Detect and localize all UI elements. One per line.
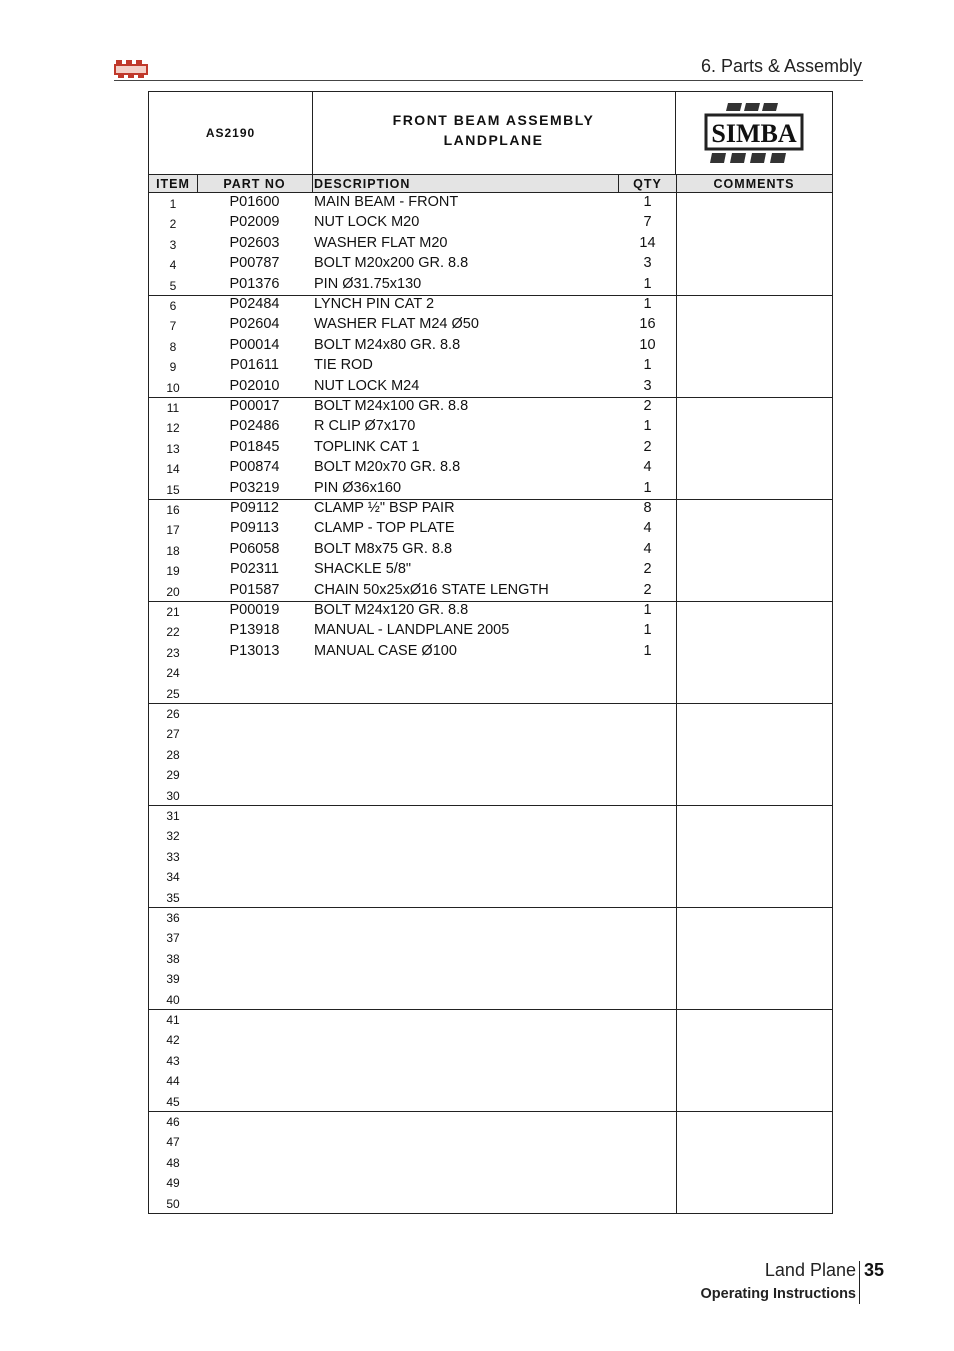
table-row xyxy=(149,397,832,417)
part-quantity: 1 xyxy=(643,296,652,312)
part-description: CLAMP ½" BSP PAIR xyxy=(314,500,455,516)
table-row xyxy=(149,723,832,743)
part-quantity: 1 xyxy=(643,642,652,659)
part-quantity: 2 xyxy=(643,581,652,598)
part-description: PIN Ø36x160 xyxy=(314,479,402,496)
part-number: P02484 xyxy=(229,296,280,312)
part-description: PIN Ø31.75x130 xyxy=(314,275,422,292)
column-header-item: ITEM xyxy=(149,175,198,193)
table-row xyxy=(149,479,832,499)
item-number: 10 xyxy=(166,380,180,395)
item-number: 7 xyxy=(169,319,177,334)
part-quantity: 4 xyxy=(643,540,652,557)
item-number: 12 xyxy=(166,421,180,436)
part-description: MANUAL - LANDPLANE 2005 xyxy=(314,622,510,639)
part-number: P02604 xyxy=(229,316,280,333)
part-quantity: 2 xyxy=(643,398,652,414)
table-row xyxy=(149,927,832,947)
item-number: 26 xyxy=(166,707,180,721)
table-row xyxy=(149,1091,832,1111)
table-row xyxy=(149,1131,832,1151)
part-description: NUT LOCK M24 xyxy=(314,377,420,394)
item-number: 45 xyxy=(166,1094,180,1109)
assembly-title xyxy=(312,92,676,174)
simba-small-logo-icon xyxy=(114,60,148,78)
item-number: 24 xyxy=(166,666,180,681)
part-quantity: 1 xyxy=(643,622,652,639)
part-number: P02311 xyxy=(230,561,279,578)
table-row xyxy=(149,825,832,845)
item-number: 20 xyxy=(166,584,180,599)
part-quantity: 2 xyxy=(643,561,652,578)
part-description: SHACKLE 5/8" xyxy=(314,561,412,578)
table-row xyxy=(149,1029,832,1049)
part-quantity: 1 xyxy=(643,479,652,496)
part-quantity: 7 xyxy=(643,214,652,231)
item-number: 38 xyxy=(166,951,180,966)
part-quantity: 10 xyxy=(639,336,656,353)
simba-logo xyxy=(676,92,832,174)
part-quantity: 1 xyxy=(643,418,652,435)
part-description: NUT LOCK M20 xyxy=(314,214,420,231)
simba-logo-icon xyxy=(704,101,804,165)
item-number: 17 xyxy=(166,523,180,538)
part-quantity: 3 xyxy=(643,377,652,394)
item-number: 44 xyxy=(166,1074,180,1089)
part-number: P03219 xyxy=(229,479,280,496)
table-row xyxy=(149,744,832,764)
table-row xyxy=(149,621,832,641)
part-description: CLAMP - TOP PLATE xyxy=(314,520,455,537)
part-number: P00019 xyxy=(229,602,280,618)
table-row xyxy=(149,948,832,968)
table-row xyxy=(149,601,832,621)
item-number: 6 xyxy=(169,299,177,313)
table-row xyxy=(149,1193,832,1213)
table-row xyxy=(149,642,832,662)
item-number: 19 xyxy=(166,564,180,579)
item-number: 33 xyxy=(166,849,180,864)
item-number: 8 xyxy=(169,339,177,354)
item-number: 4 xyxy=(169,258,177,273)
item-number: 48 xyxy=(166,1155,180,1170)
table-row xyxy=(149,193,832,213)
footer-subtitle: Operating Instructions xyxy=(700,1286,856,1302)
part-description: CHAIN 50x25xØ16 STATE LENGTH xyxy=(314,581,549,598)
item-number: 21 xyxy=(166,605,180,619)
table-row xyxy=(149,438,832,458)
item-number: 18 xyxy=(166,543,180,558)
item-number: 50 xyxy=(166,1196,180,1211)
part-number: P01376 xyxy=(229,275,280,292)
part-number: P01600 xyxy=(229,194,280,210)
part-description: TOPLINK CAT 1 xyxy=(314,438,420,455)
part-number: P13918 xyxy=(229,622,280,639)
item-number: 34 xyxy=(166,870,180,885)
part-number: P01587 xyxy=(229,581,280,598)
table-row xyxy=(149,540,832,560)
table-row xyxy=(149,662,832,682)
table-row xyxy=(149,1152,832,1172)
table-row xyxy=(149,519,832,539)
part-number: P00017 xyxy=(229,398,280,414)
table-row xyxy=(149,499,832,519)
part-number: P02486 xyxy=(229,418,280,435)
item-number: 23 xyxy=(166,645,180,660)
table-row xyxy=(149,907,832,927)
footer-product-title: Land Plane xyxy=(764,1260,856,1280)
part-number: P02009 xyxy=(229,214,280,231)
item-number: 49 xyxy=(166,1176,180,1191)
part-number: P13013 xyxy=(229,642,280,659)
item-number: 15 xyxy=(166,482,180,497)
part-number: P00874 xyxy=(229,459,280,476)
part-description: BOLT M24x80 GR. 8.8 xyxy=(314,336,461,353)
item-number: 11 xyxy=(166,401,180,415)
item-number: 25 xyxy=(166,686,180,701)
column-header-row xyxy=(149,174,832,193)
item-number: 43 xyxy=(166,1053,180,1068)
table-row xyxy=(149,254,832,274)
item-number: 41 xyxy=(166,1013,180,1027)
part-quantity: 1 xyxy=(643,602,652,618)
table-row xyxy=(149,315,832,335)
table-row xyxy=(149,295,832,315)
item-number: 5 xyxy=(169,278,177,293)
table-row xyxy=(149,213,832,233)
footer-divider xyxy=(859,1261,860,1304)
table-row xyxy=(149,805,832,825)
item-number: 27 xyxy=(166,727,180,742)
table-row xyxy=(149,866,832,886)
item-number: 40 xyxy=(166,992,180,1007)
table-row xyxy=(149,275,832,295)
part-quantity: 4 xyxy=(643,520,652,537)
assembly-code: AS2190 xyxy=(149,92,313,174)
table-row xyxy=(149,785,832,805)
part-description: MAIN BEAM - FRONT xyxy=(314,194,459,210)
item-number: 39 xyxy=(166,972,180,987)
assembly-title-line1: FRONT BEAM ASSEMBLY xyxy=(392,112,595,128)
part-number: P01611 xyxy=(230,357,279,374)
part-quantity: 1 xyxy=(643,275,652,292)
part-number: P00787 xyxy=(229,255,280,272)
table-row xyxy=(149,234,832,254)
item-number: 46 xyxy=(166,1115,180,1129)
part-number: P02010 xyxy=(229,377,280,394)
table-row xyxy=(149,887,832,907)
header-divider xyxy=(114,80,863,81)
part-description: WASHER FLAT M24 Ø50 xyxy=(314,316,479,333)
assembly-title-line2: LANDPLANE xyxy=(443,132,544,148)
item-number: 13 xyxy=(166,441,180,456)
item-number: 3 xyxy=(169,237,177,252)
item-number: 14 xyxy=(166,462,180,477)
part-description: WASHER FLAT M20 xyxy=(314,234,448,251)
part-description: TIE ROD xyxy=(314,357,373,374)
table-row xyxy=(149,581,832,601)
part-description: BOLT M8x75 GR. 8.8 xyxy=(314,540,453,557)
part-description: BOLT M24x120 GR. 8.8 xyxy=(314,602,469,618)
item-number: 35 xyxy=(166,890,180,905)
column-header-part-no: PART NO xyxy=(197,175,313,193)
item-number: 37 xyxy=(166,931,180,946)
table-row xyxy=(149,989,832,1009)
table-row xyxy=(149,1111,832,1131)
table-row xyxy=(149,1050,832,1070)
part-description: BOLT M24x100 GR. 8.8 xyxy=(314,398,469,414)
part-description: BOLT M20x70 GR. 8.8 xyxy=(314,459,461,476)
table-row xyxy=(149,1009,832,1029)
item-number: 30 xyxy=(166,788,180,803)
item-number: 1 xyxy=(169,197,177,211)
table-row xyxy=(149,417,832,437)
part-quantity: 16 xyxy=(639,316,656,333)
table-row xyxy=(149,560,832,580)
part-description: MANUAL CASE Ø100 xyxy=(314,642,457,659)
table-row xyxy=(149,1070,832,1090)
page-number: 35 xyxy=(864,1260,885,1280)
table-row xyxy=(149,458,832,478)
part-number: P02603 xyxy=(229,234,280,251)
table-row xyxy=(149,377,832,397)
column-header-qty: QTY xyxy=(619,175,677,193)
table-row xyxy=(149,1172,832,1192)
part-quantity: 3 xyxy=(643,255,652,272)
item-number: 31 xyxy=(166,809,180,823)
item-number: 36 xyxy=(166,911,180,925)
part-number: P09112 xyxy=(230,500,279,516)
item-number: 22 xyxy=(166,625,180,640)
part-number: P01845 xyxy=(229,438,280,455)
part-quantity: 14 xyxy=(639,234,656,251)
item-number: 9 xyxy=(169,360,177,375)
part-description: BOLT M20x200 GR. 8.8 xyxy=(314,255,469,272)
item-number: 29 xyxy=(166,768,180,783)
part-number: P00014 xyxy=(229,336,280,353)
part-description: LYNCH PIN CAT 2 xyxy=(314,296,435,312)
table-row xyxy=(149,703,832,723)
table-row xyxy=(149,336,832,356)
table-row xyxy=(149,968,832,988)
section-title: 6. Parts & Assembly xyxy=(700,56,862,76)
column-header-comments: COMMENTS xyxy=(713,177,795,191)
table-row xyxy=(149,683,832,703)
column-header-description: DESCRIPTION xyxy=(312,175,619,193)
part-quantity: 1 xyxy=(643,194,652,210)
item-number: 2 xyxy=(169,217,177,232)
part-quantity: 4 xyxy=(643,459,652,476)
part-quantity: 2 xyxy=(643,438,652,455)
table-row xyxy=(149,764,832,784)
parts-list-sheet xyxy=(148,91,833,1214)
item-number: 32 xyxy=(166,829,180,844)
table-row xyxy=(149,356,832,376)
item-number: 47 xyxy=(166,1135,180,1150)
part-number: P06058 xyxy=(229,540,280,557)
item-number: 42 xyxy=(166,1033,180,1048)
item-number: 16 xyxy=(166,503,180,517)
table-row xyxy=(149,846,832,866)
part-number: P09113 xyxy=(230,520,279,537)
part-quantity: 8 xyxy=(643,500,652,516)
part-quantity: 1 xyxy=(643,357,652,374)
part-description: R CLIP Ø7x170 xyxy=(314,418,416,435)
item-number: 28 xyxy=(166,747,180,762)
title-block xyxy=(149,92,832,174)
simba-logo-text: SIMBA xyxy=(711,119,797,148)
